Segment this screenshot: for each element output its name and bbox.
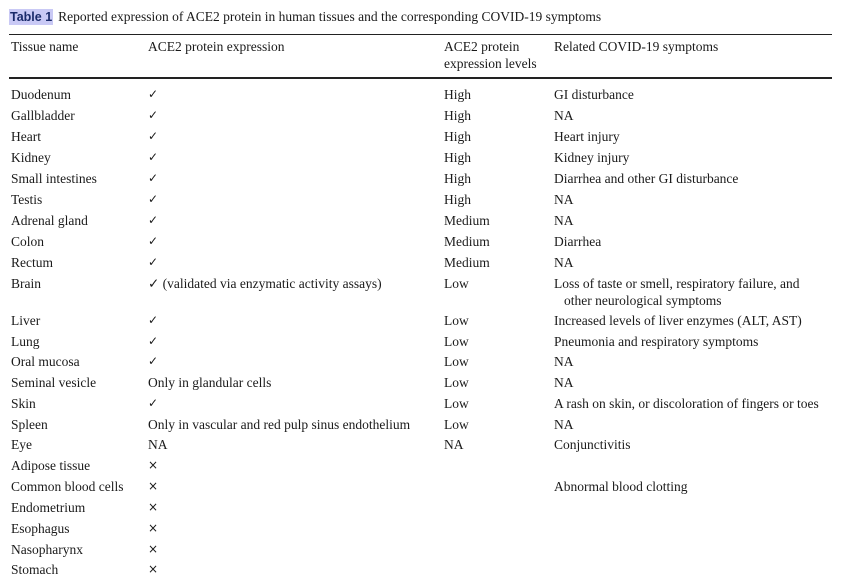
cell-tissue: Small intestines (11, 170, 97, 187)
cell-symptoms-line1: Loss of taste or smell, respiratory failure, and (554, 276, 800, 291)
cell-symptoms (554, 170, 738, 187)
cell-tissue: Common blood cells (11, 478, 124, 495)
cell-expression: ✓ (148, 353, 158, 370)
cell-level: High (444, 86, 471, 103)
cell-level: Medium (444, 254, 490, 271)
header-expression: ACE2 protein expression (148, 38, 284, 55)
cell-tissue: Spleen (11, 416, 48, 433)
cell-symptoms-line1: GI disturbance (554, 87, 634, 102)
cell-symptoms (554, 149, 629, 166)
cell-tissue: Testis (11, 191, 42, 208)
cell-symptoms-line1: Conjunctivitis (554, 437, 631, 452)
cell-level: Low (444, 275, 469, 292)
cell-tissue: Colon (11, 233, 44, 250)
cell-expression: NA (148, 436, 168, 453)
cell-symptoms (554, 374, 574, 391)
cell-tissue: Rectum (11, 254, 53, 271)
cell-expression: × (148, 561, 158, 578)
cell-symptoms (554, 436, 631, 453)
cell-symptoms (554, 107, 574, 124)
cell-level: NA (444, 436, 464, 453)
cell-expression: × (148, 499, 158, 516)
cell-tissue: Gallbladder (11, 107, 75, 124)
cell-tissue: Nasopharynx (11, 541, 83, 558)
cell-symptoms-line1: Increased levels of liver enzymes (ALT, AST) (554, 313, 802, 328)
cell-tissue: Endometrium (11, 499, 85, 516)
cell-expression: ✓ (148, 107, 158, 124)
header-rule (9, 77, 832, 79)
cell-expression: ✓ (148, 312, 158, 329)
cell-symptoms-line1: Diarrhea and other GI disturbance (554, 171, 738, 186)
cell-tissue: Seminal vesicle (11, 374, 96, 391)
cell-symptoms (554, 254, 574, 271)
cell-symptoms-line1: NA (554, 255, 574, 270)
cell-level: Low (444, 333, 469, 350)
cell-level: Medium (444, 212, 490, 229)
cell-tissue: Esophagus (11, 520, 70, 537)
cell-symptoms-line1: NA (554, 213, 574, 228)
cell-symptoms (554, 353, 574, 370)
cell-tissue: Brain (11, 275, 41, 292)
cell-symptoms (554, 191, 574, 208)
top-rule (9, 34, 832, 35)
cell-symptoms-line1: NA (554, 354, 574, 369)
cell-symptoms (554, 395, 819, 412)
cell-expression: Only in vascular and red pulp sinus endothelium (148, 416, 410, 433)
cell-level: Low (444, 416, 469, 433)
cell-level: Low (444, 374, 469, 391)
cell-symptoms-line1: Heart injury (554, 129, 620, 144)
cell-level: High (444, 170, 471, 187)
cell-level: High (444, 191, 471, 208)
header-tissue: Tissue name (11, 38, 78, 55)
cell-tissue: Oral mucosa (11, 353, 80, 370)
cell-level: Low (444, 353, 469, 370)
cell-tissue: Liver (11, 312, 40, 329)
cell-expression: ✓ (148, 191, 158, 208)
table-label: Table 1 (9, 9, 53, 25)
cell-tissue: Adipose tissue (11, 457, 90, 474)
cell-expression: ✓ (148, 149, 158, 166)
cell-expression: ✓ (148, 128, 158, 145)
cell-tissue: Lung (11, 333, 40, 350)
cell-expression: × (148, 478, 158, 495)
cell-symptoms (554, 478, 687, 495)
cell-symptoms (554, 233, 601, 250)
cell-symptoms-line1: NA (554, 417, 574, 432)
cell-level: High (444, 149, 471, 166)
cell-tissue: Skin (11, 395, 36, 412)
cell-expression: × (148, 541, 158, 558)
cell-tissue: Stomach (11, 561, 58, 578)
cell-expression: ✓ (148, 86, 158, 103)
cell-symptoms (554, 275, 800, 309)
cell-level: Low (444, 312, 469, 329)
cell-symptoms (554, 128, 620, 145)
table-caption (9, 9, 601, 25)
cell-expression: ✓ (148, 233, 158, 250)
cell-symptoms-line1: NA (554, 375, 574, 390)
cell-expression: Only in glandular cells (148, 374, 271, 391)
cell-level: High (444, 128, 471, 145)
cell-expression: ✓ (validated via enzymatic activity assays) (148, 275, 382, 292)
cell-tissue: Eye (11, 436, 32, 453)
cell-symptoms (554, 312, 802, 329)
cell-symptoms (554, 212, 574, 229)
cell-symptoms-line1: Kidney injury (554, 150, 629, 165)
header-levels-line1: ACE2 protein (444, 38, 537, 55)
cell-symptoms-line1: Diarrhea (554, 234, 601, 249)
cell-symptoms-line1: NA (554, 192, 574, 207)
cell-symptoms-line1: A rash on skin, or discoloration of fingers or toes (554, 396, 819, 411)
header-levels (444, 38, 537, 72)
cell-level: High (444, 107, 471, 124)
cell-tissue: Heart (11, 128, 41, 145)
cell-expression: ✓ (148, 170, 158, 187)
cell-expression: ✓ (148, 333, 158, 350)
cell-expression: ✓ (148, 212, 158, 229)
cell-symptoms (554, 86, 634, 103)
cell-level: Low (444, 395, 469, 412)
header-levels-line2: expression levels (444, 55, 537, 72)
cell-tissue: Kidney (11, 149, 51, 166)
cell-symptoms (554, 333, 758, 350)
cell-symptoms-line2: other neurological symptoms (554, 292, 800, 309)
cell-symptoms-line1: Pneumonia and respiratory symptoms (554, 334, 758, 349)
cell-symptoms (554, 416, 574, 433)
cell-symptoms-line1: NA (554, 108, 574, 123)
cell-expression: × (148, 520, 158, 537)
cell-expression: ✓ (148, 254, 158, 271)
cell-expression: × (148, 457, 158, 474)
cell-tissue: Duodenum (11, 86, 71, 103)
cell-tissue: Adrenal gland (11, 212, 88, 229)
header-symptoms: Related COVID-19 symptoms (554, 38, 718, 55)
table-title: Reported expression of ACE2 protein in human tissues and the corresponding COVID-19 symptoms (58, 9, 601, 24)
cell-level: Medium (444, 233, 490, 250)
cell-expression: ✓ (148, 395, 158, 412)
cell-symptoms-line1: Abnormal blood clotting (554, 479, 687, 494)
